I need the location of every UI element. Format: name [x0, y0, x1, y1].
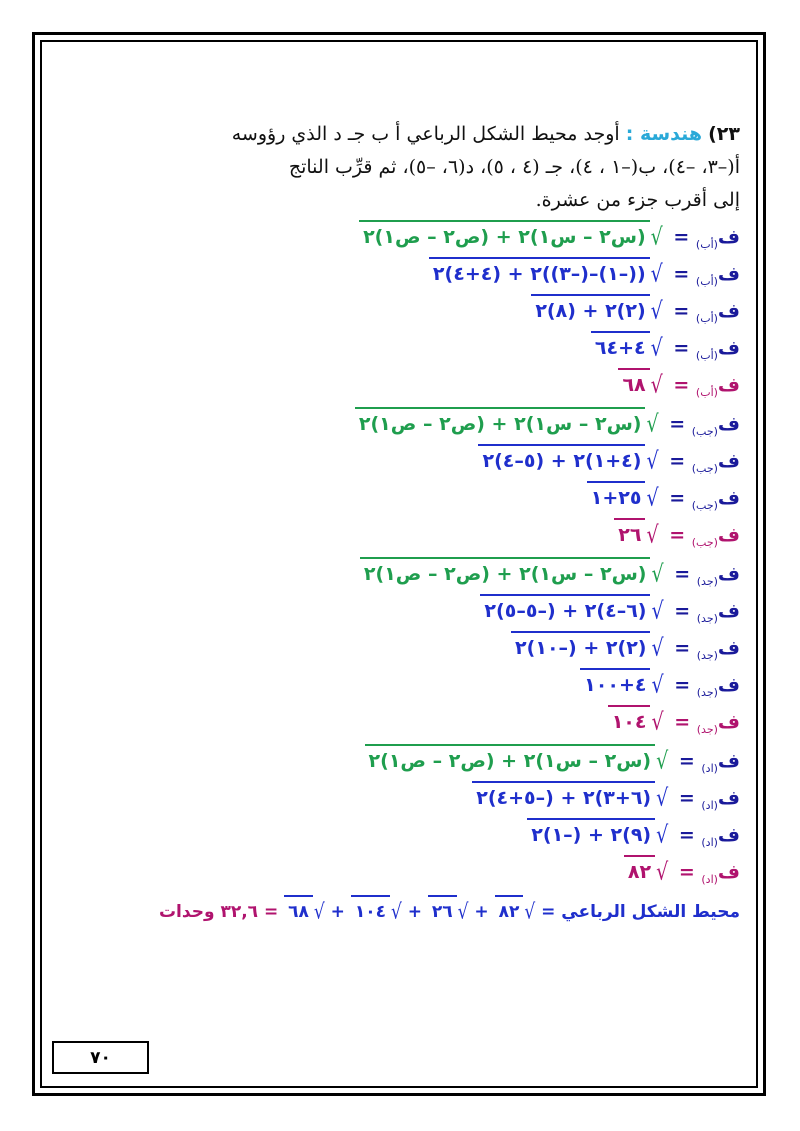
distance-blocks — [60, 219, 740, 891]
distance-block — [60, 219, 740, 404]
equation-line: ف$_{(جد)}$ = √١٠٤ — [60, 704, 740, 741]
distance-symbol: ف$_{(جد)}$ = — [667, 637, 740, 662]
radicand: (٦+٣)٢ + (–٥+٤)٢ — [472, 781, 655, 813]
problem-line-3: إلى أقرب جزء من عشرة. — [535, 189, 740, 211]
distance-symbol: ف$_{(أب)}$ = — [666, 226, 740, 251]
equation-line: ف$_{(جد)}$ = √(س٢ – س١)٢ + (ص٢ – ص١)٢ — [60, 556, 740, 593]
radicand: ٨٢ — [624, 855, 655, 887]
equation-line: ف$_{(اد)}$ = √٨٢ — [60, 854, 740, 891]
radicand: ٢٥+١ — [587, 481, 646, 513]
equation-line: ف$_{(اد)}$ = √(س٢ – س١)٢ + (ص٢ – ص١)٢ — [60, 743, 740, 780]
radicand: (٦–٤)٢ + (–٥–٥)٢ — [480, 594, 650, 626]
radicand: (س٢ – س١)٢ + (ص٢ – ص١)٢ — [360, 557, 651, 589]
problem-line-2: أ(–٣، –٤)، ب(–١ ، ٤)، جـ (٤ ، ٥)، د(٦، –٥)، ثم قرِّب الناتج — [288, 156, 740, 178]
perimeter-label: محيط الشكل الرباعي = — [541, 902, 740, 922]
distance-symbol: ف$_{(جد)}$ = — [667, 563, 740, 588]
radicand: (٤+١)٢ + (٥–٤)٢ — [478, 444, 645, 476]
perimeter-root-1: ٨٢ — [495, 895, 524, 927]
distance-symbol: ف$_{(جب)}$ = — [662, 413, 740, 438]
distance-symbol: ف$_{(جب)}$ = — [662, 524, 740, 549]
distance-block — [60, 556, 740, 741]
perimeter-root-3: ١٠٤ — [351, 895, 390, 927]
page-number-box — [52, 1041, 149, 1074]
distance-symbol: ف$_{(جد)}$ = — [667, 600, 740, 625]
perimeter-result: = ٣٢,٦ وحدات — [158, 902, 279, 922]
radicand: (س٢ – س١)٢ + (ص٢ – ص١)٢ — [355, 407, 646, 439]
distance-symbol: ف$_{(اد)}$ = — [672, 750, 740, 775]
distance-symbol: ف$_{(أب)}$ = — [666, 300, 740, 325]
distance-symbol: ف$_{(جد)}$ = — [667, 711, 740, 736]
distance-symbol: ف$_{(أب)}$ = — [666, 263, 740, 288]
radicand: ٢٦ — [614, 518, 645, 550]
distance-symbol: ف$_{(أب)}$ = — [666, 337, 740, 362]
distance-block — [60, 406, 740, 554]
equation-line: ف$_{(أب)}$ = √((–١)–(–٣))٢ + (٤+٤)٢ — [60, 256, 740, 293]
equation-line: ف$_{(جد)}$ = √(٢)٢ + (–١٠)٢ — [60, 630, 740, 667]
equation-line: ف$_{(أب)}$ = √(٢)٢ + (٨)٢ — [60, 293, 740, 330]
equation-line: ف$_{(اد)}$ = √(٩)٢ + (–١)٢ — [60, 817, 740, 854]
equation-line: ف$_{(اد)}$ = √(٦+٣)٢ + (–٥+٤)٢ — [60, 780, 740, 817]
radicand: ٤+١٠٠ — [580, 668, 650, 700]
equation-line: ف$_{(جب)}$ = √(٤+١)٢ + (٥–٤)٢ — [60, 443, 740, 480]
distance-symbol: ف$_{(جب)}$ = — [662, 487, 740, 512]
radicand: ((–١)–(–٣))٢ + (٤+٤)٢ — [429, 257, 650, 289]
problem-text-1: أوجد محيط الشكل الرباعي أ ب جـ د الذي رؤوسه — [231, 123, 620, 145]
radicand: ٦٨ — [618, 368, 649, 400]
problem-line-1 — [60, 118, 740, 151]
equation-line: ف$_{(جب)}$ = √٢٦ — [60, 517, 740, 554]
equation-line: ف$_{(أب)}$ = √٤+٦٤ — [60, 330, 740, 367]
equation-line: ف$_{(أب)}$ = √(س٢ – س١)٢ + (ص٢ – ص١)٢ — [60, 219, 740, 256]
distance-symbol: ف$_{(اد)}$ = — [672, 787, 740, 812]
perimeter-line: محيط الشكل الرباعي = √٨٢ + √٢٦ + √١٠٤ + √٦٨ = ٣٢,٦ وحدات — [60, 895, 740, 927]
page-number: ٧٠ — [90, 1048, 111, 1068]
distance-block — [60, 743, 740, 891]
perimeter-root-4: ٦٨ — [284, 895, 313, 927]
radicand: ١٠٤ — [608, 705, 651, 737]
solution-content — [60, 118, 740, 927]
radicand: (س٢ – س١)٢ + (ص٢ – ص١)٢ — [359, 220, 650, 252]
radicand: (٢)٢ + (–١٠)٢ — [511, 631, 650, 663]
distance-symbol: ف$_{(اد)}$ = — [672, 861, 740, 886]
distance-symbol: ف$_{(أب)}$ = — [666, 374, 740, 399]
radicand: (٩)٢ + (–١)٢ — [527, 818, 655, 850]
distance-symbol: ف$_{(اد)}$ = — [672, 824, 740, 849]
problem-statement — [60, 118, 740, 217]
radicand: (٢)٢ + (٨)٢ — [531, 294, 649, 326]
distance-symbol: ف$_{(جب)}$ = — [662, 450, 740, 475]
problem-number: ٢٣) — [708, 123, 740, 145]
problem-topic: هندسة : — [625, 123, 703, 145]
equation-line: ف$_{(جب)}$ = √٢٥+١ — [60, 480, 740, 517]
radicand: ٤+٦٤ — [591, 331, 650, 363]
equation-line: ف$_{(جب)}$ = √(س٢ – س١)٢ + (ص٢ – ص١)٢ — [60, 406, 740, 443]
equation-line: ف$_{(جد)}$ = √(٦–٤)٢ + (–٥–٥)٢ — [60, 593, 740, 630]
perimeter-root-2: ٢٦ — [428, 895, 457, 927]
radicand: (س٢ – س١)٢ + (ص٢ – ص١)٢ — [365, 744, 656, 776]
distance-symbol: ف$_{(جد)}$ = — [667, 674, 740, 699]
equation-line: ف$_{(أب)}$ = √٦٨ — [60, 367, 740, 404]
equation-line: ف$_{(جد)}$ = √٤+١٠٠ — [60, 667, 740, 704]
